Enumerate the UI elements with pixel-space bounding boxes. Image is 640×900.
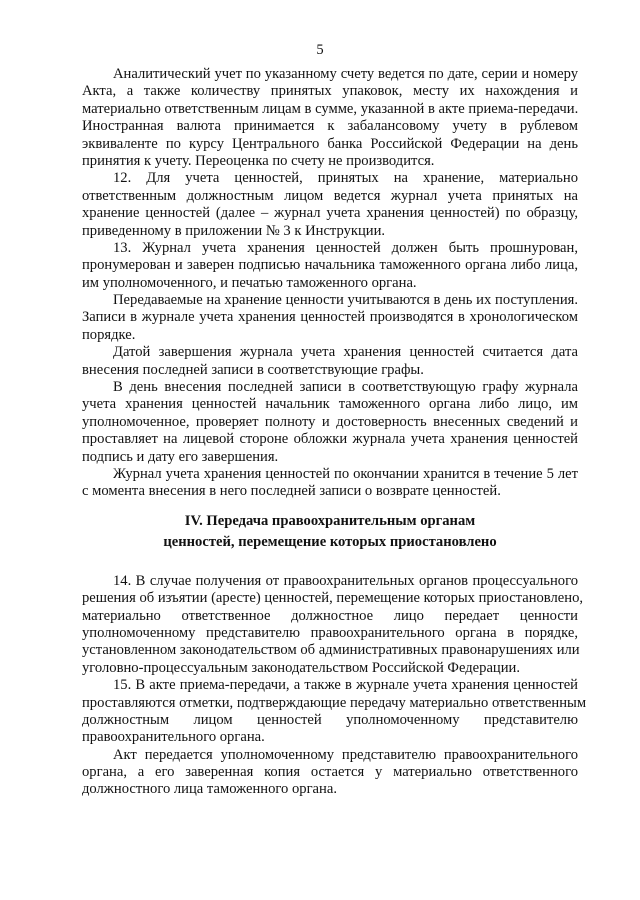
text-line: должностным лицом ценностей уполномоченному представителю <box>82 711 578 728</box>
document-body <box>82 66 587 799</box>
text-line: уполномоченное, проверяет полноту и достоверность внесенных сведений и <box>82 413 578 430</box>
text-line: должностного лица таможенного органа. <box>82 781 337 798</box>
text-line: проставляет на лицевой стороне обложки журнала учета хранения ценностей <box>82 431 578 448</box>
text-line: хранение ценностей (далее – журнал учета хранения ценностей) по образцу, <box>82 205 578 222</box>
paragraph <box>82 240 578 292</box>
text-line: уполномоченному представителю правоохранительного органа в порядке, <box>82 624 578 641</box>
text-line: 12. Для учета ценностей, принятых на хранение, материально <box>113 170 578 187</box>
text-line: проставляются отметки, подтверждающие передачу материально ответственным <box>82 694 587 711</box>
paragraph <box>82 572 584 677</box>
text-line: 13. Журнал учета хранения ценностей должен быть прошнурован, <box>113 239 578 256</box>
text-line: решения об изъятии (аресте) ценностей, перемещение которых приостановлено, <box>82 590 584 607</box>
text-line: пронумерован и заверен подписью начальника таможенного органа либо лица, <box>82 257 578 274</box>
text-line: эквиваленте по курсу Центрального банка Российской Федерации на день <box>82 135 578 152</box>
text-line: приведенному в приложении № 3 к Инструкции. <box>82 222 386 239</box>
paragraph <box>82 747 578 799</box>
paragraph <box>82 379 578 466</box>
text-line: с момента внесения в него последней записи о возврате ценностей. <box>82 483 501 500</box>
text-line: материально ответственным лицам в сумме, указанной в акте приема-передачи. <box>82 100 579 117</box>
text-line: установленном законодательством об административных правонарушениях или <box>82 642 580 659</box>
paragraph <box>82 170 578 240</box>
text-line: ответственным должностным лицом ведется журнал учета принятых на <box>82 187 578 204</box>
text-line: 15. В акте приема-передачи, а также в журнале учета хранения ценностей <box>113 677 578 694</box>
text-line: принятия к учету. Переоценка по счету не производится. <box>82 152 435 169</box>
section-heading <box>82 511 578 553</box>
text-line: порядке. <box>82 326 136 343</box>
text-line: Передаваемые на хранение ценности учитываются в день их поступления. <box>113 292 578 309</box>
text-line: Датой завершения журнала учета хранения ценностей считается дата <box>113 344 578 361</box>
text-line: 14. В случае получения от правоохранительных органов процессуального <box>113 572 578 589</box>
paragraph <box>82 292 578 344</box>
text-line: Журнал учета хранения ценностей по окончании хранится в течение 5 лет <box>113 465 578 482</box>
paragraph <box>82 344 578 379</box>
text-line: подпись и дату его завершения. <box>82 448 279 465</box>
text-line: материально ответственное должностное лицо передает ценности <box>82 607 578 624</box>
text-line: Иностранная валюта принимается к забалансовому учету в рублевом <box>82 118 578 135</box>
page-number: 5 <box>316 42 324 58</box>
text-line: им уполномоченного, и печатью таможенного органа. <box>82 274 417 291</box>
text-line: органа, а его заверенная копия остается у материально ответственного <box>82 764 578 781</box>
text-line: Акта, а также количеству принятых упаковок, месту их нахождения и <box>82 83 578 100</box>
text-line: учета хранения ценностей начальник таможенного органа либо лицо, им <box>82 396 578 413</box>
paragraph <box>82 466 578 501</box>
text-line: правоохранительного органа. <box>82 729 265 746</box>
text-line: В день внесения последней записи в соответствующую графу журнала <box>113 379 578 396</box>
text-line: Аналитический учет по указанному счету ведется по дате, серии и номеру <box>113 66 578 82</box>
text-line: Акт передается уполномоченному представителю правоохранительного <box>113 746 578 763</box>
text-line: внесения последней записи в соответствующие графы. <box>82 361 424 378</box>
heading-line: IV. Передача правоохранительным органам <box>184 512 476 529</box>
paragraph <box>82 677 587 747</box>
text-line: уголовно-процессуальным законодательством Российской Федерации. <box>82 659 521 676</box>
text-line: Записи в журнале учета хранения ценностей производятся в хронологическом <box>82 309 578 326</box>
heading-line: ценностей, перемещение которых приостановлено <box>163 533 497 550</box>
paragraph <box>82 66 578 170</box>
